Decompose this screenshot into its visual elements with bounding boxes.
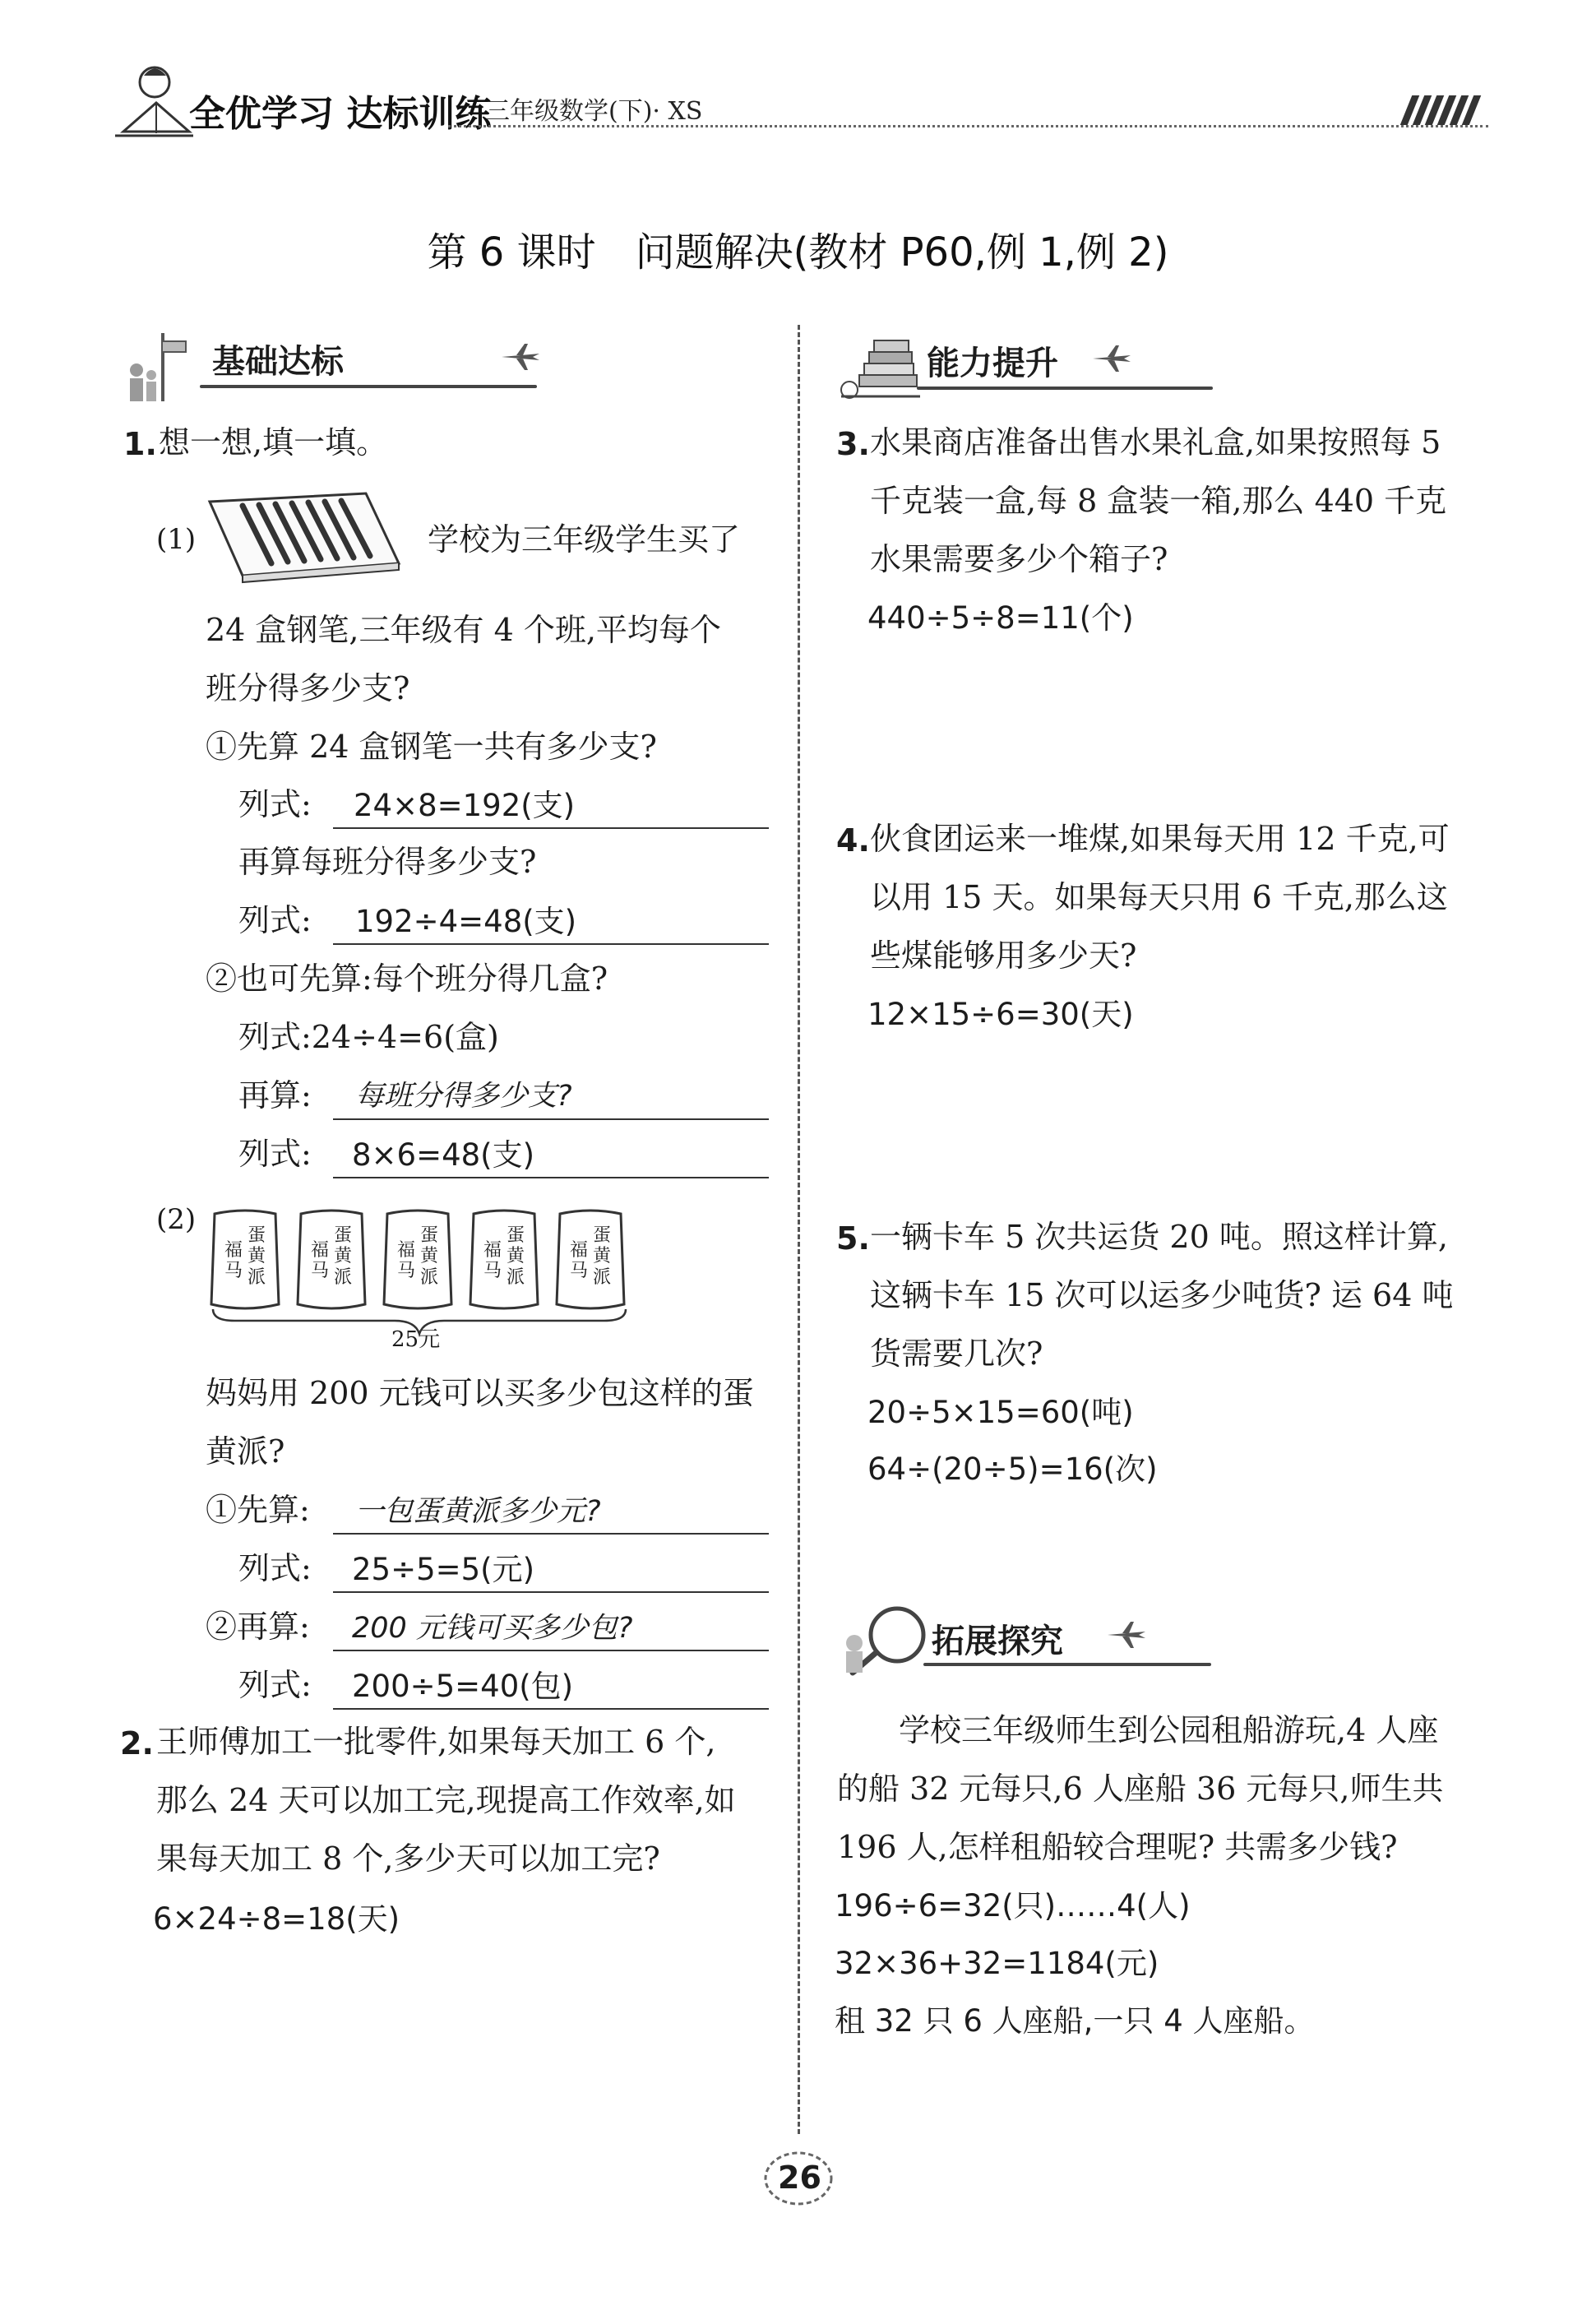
extend-answer-2: 32×36+32=1184(元) — [835, 1946, 1159, 1981]
signpost-people-icon — [122, 329, 187, 403]
q1-p1-formula-4-label: 再算: — [238, 1077, 312, 1113]
snack-package: 蛋黄派 福马 — [296, 1207, 367, 1314]
answer-line — [333, 1708, 769, 1710]
answer-line — [333, 1650, 769, 1651]
q1-p2-step-1: 一包蛋黄派多少元? — [355, 1495, 601, 1528]
airplane-icon — [500, 340, 541, 373]
q1-p1-formula-2: 192÷4=48(支) — [355, 904, 577, 939]
q1-p2-formula-1: 25÷5=5(元) — [352, 1552, 535, 1587]
q2-text-1: 王师傅加工一批零件,如果每天加工 6 个, — [156, 1724, 716, 1760]
snack-package: 蛋黄派 福马 — [210, 1207, 280, 1314]
answer-line — [333, 1118, 769, 1120]
pen-box-image — [201, 485, 407, 584]
q3-text-1: 水果商店准备出售水果礼盒,如果按照每 5 — [870, 424, 1441, 461]
section-basic — [122, 329, 434, 382]
q1-p2-step-2: 200 元钱可买多少包? — [352, 1612, 633, 1645]
q5-text-3: 货需要几次? — [870, 1336, 1043, 1372]
q5-number: 5. — [836, 1220, 870, 1257]
q4-number: 4. — [836, 822, 870, 859]
q5-text-1: 一辆卡车 5 次共运货 20 吨。照这样计算, — [870, 1219, 1448, 1255]
q4-text-3: 些煤能够用多少天? — [870, 937, 1137, 974]
q1-title: 想一想,填一填。 — [159, 424, 388, 461]
q2-number: 2. — [120, 1725, 154, 1762]
section-ability-label: 能力提升 — [927, 345, 1058, 382]
q3-text-2: 千克装一盒,每 8 盒装一箱,那么 440 千克 — [870, 483, 1447, 519]
snack-package: 蛋黄派 福马 — [382, 1207, 453, 1314]
extend-answer-1: 196÷6=32(只)……4(人) — [835, 1888, 1191, 1924]
answer-line — [333, 1533, 769, 1535]
lesson-title: 第 6 课时 问题解决(教材 P60,例 1,例 2) — [427, 229, 1169, 275]
q2-text-2: 那么 24 天可以加工完,现提高工作效率,如 — [156, 1782, 736, 1818]
q3-text-3: 水果需要多少个箱子? — [870, 541, 1168, 577]
airplane-icon — [1106, 1618, 1147, 1651]
snack-package: 蛋黄派 福马 — [555, 1207, 626, 1314]
q1-p2-text-2: 黄派? — [206, 1433, 285, 1470]
extend-text-1: 学校三年级师生到公园租船游玩,4 人座 — [899, 1712, 1439, 1748]
extend-text-3: 196 人,怎样租船较合理呢? 共需多少钱? — [837, 1829, 1398, 1865]
q1-p2-formula-2-label: 列式: — [238, 1667, 312, 1703]
q5-text-2: 这辆卡车 15 次可以运多少吨货? 运 64 吨 — [870, 1277, 1454, 1313]
answer-line — [333, 943, 769, 945]
q1-p1-formula-2-label: 列式: — [238, 902, 312, 938]
q5-answer-1: 20÷5×15=60(吨) — [867, 1395, 1134, 1430]
q1-p2-formula-1-label: 列式: — [238, 1550, 312, 1586]
q4-text-2: 以用 15 天。如果每天只用 6 千克,那么这 — [870, 879, 1448, 915]
price-label: 25元 — [391, 1327, 441, 1352]
q2-answer: 6×24÷8=18(天) — [153, 1901, 400, 1937]
extend-answer-3: 租 32 只 6 人座船,一只 4 人座船。 — [835, 2003, 1315, 2039]
q1-p1-formula-5: 8×6=48(支) — [352, 1137, 535, 1173]
q1-p2-label: (2) — [156, 1203, 197, 1236]
q1-p2-text-1: 妈妈用 200 元钱可以买多少包这样的蛋 — [206, 1375, 754, 1411]
q1-p1-formula-5-label: 列式: — [238, 1136, 312, 1172]
q1-p1-formula-1: 24×8=192(支) — [354, 788, 576, 823]
q1-p1-text-1: 学校为三年级学生买了 — [428, 521, 741, 558]
q5-answer-2: 64÷(20÷5)=16(次) — [867, 1451, 1158, 1487]
q1-p1-label: (1) — [156, 523, 197, 556]
q1-p1-step-2: ②也可先算:每个班分得几盒? — [206, 961, 608, 997]
section-extend — [835, 1604, 1163, 1660]
header-dotted-line — [448, 125, 1488, 127]
q1-p1-formula-1-label: 列式: — [238, 786, 312, 822]
q4-answer: 12×15÷6=30(天) — [867, 997, 1134, 1032]
section-basic-label: 基础达标 — [212, 343, 344, 381]
q2-text-3: 果每天加工 8 个,多少天可以加工完? — [156, 1840, 660, 1877]
snack-package: 蛋黄派 福马 — [469, 1207, 539, 1314]
q3-answer: 440÷5÷8=11(个) — [867, 600, 1134, 636]
q1-p1-formula-4: 每班分得多少支? — [355, 1080, 572, 1113]
answer-line — [333, 1591, 769, 1593]
q1-p1-step-1: ①先算 24 盒钢笔一共有多少支? — [206, 729, 657, 765]
q3-number: 3. — [836, 426, 870, 462]
header-subtitle: 三年级数学(下)· XS — [485, 97, 703, 126]
books-stack-icon — [835, 327, 925, 401]
answer-line — [333, 1177, 769, 1178]
magnifier-child-icon — [835, 1604, 933, 1682]
q4-text-1: 伙食团运来一堆煤,如果每天用 12 千克,可 — [870, 821, 1450, 857]
header-stripes-decoration — [1406, 95, 1480, 128]
q1-p2-step-2-label: ②再算: — [206, 1609, 310, 1645]
q1-p1-text-2: 24 盒钢笔,三年级有 4 个班,平均每个 — [206, 612, 721, 648]
q1-p1-step-1b: 再算每班分得多少支? — [238, 844, 537, 880]
answer-line — [333, 827, 769, 829]
column-divider — [798, 325, 800, 2134]
q1-p1-text-3: 班分得多少支? — [206, 670, 410, 706]
header-brand: 全优学习 达标训练 — [189, 93, 492, 135]
q1-p1-formula-3: 列式:24÷4=6(盒) — [238, 1019, 499, 1055]
extend-text-2: 的船 32 元每只,6 人座船 36 元每只,师生共 — [837, 1771, 1444, 1807]
q1-p2-step-1-label: ①先算: — [206, 1492, 310, 1528]
q1-p2-formula-2: 200÷5=40(包) — [352, 1669, 574, 1704]
airplane-icon — [1091, 342, 1132, 375]
student-reading-icon — [107, 58, 197, 148]
section-extend-label: 拓展探究 — [932, 1623, 1063, 1660]
q1-number: 1. — [123, 426, 157, 462]
section-ability — [835, 327, 1163, 380]
page-number: 26 — [778, 2160, 821, 2196]
